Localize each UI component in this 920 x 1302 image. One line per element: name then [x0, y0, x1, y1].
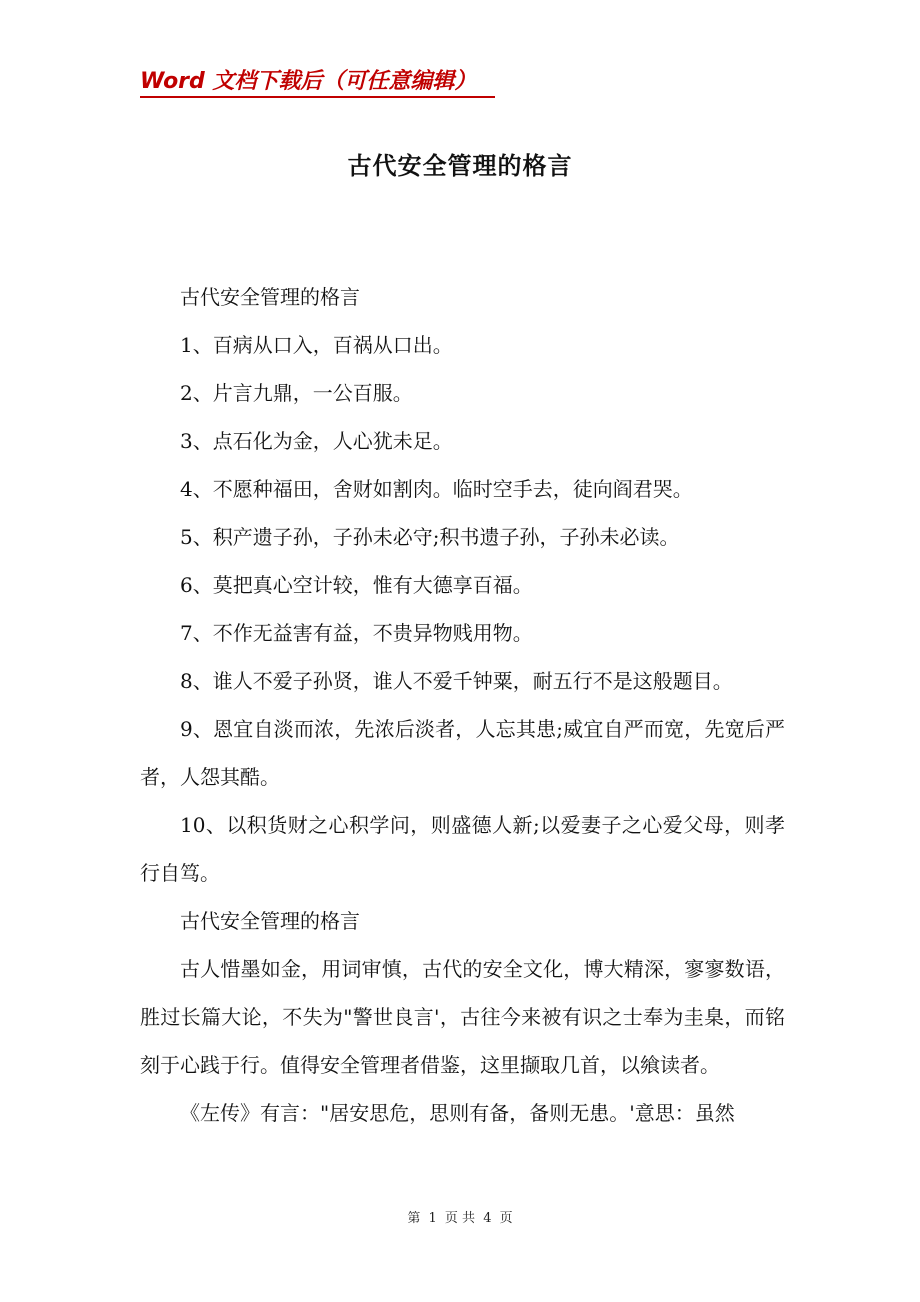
paragraph: 7、不作无益害有益，不贵异物贱用物。	[180, 621, 533, 645]
page-label-suffix: 页	[499, 1211, 513, 1226]
page-footer	[0, 1207, 920, 1226]
paragraph: 《左传》有言："居安思危，思则有备，备则无患。'意思：虽然	[180, 1101, 735, 1125]
paragraph: 10、以积货财之心积学问，则盛德人新;以爱妻子之心爱父母，则孝行自笃。	[140, 813, 785, 885]
paragraph: 3、点石化为金，人心犹未足。	[180, 429, 453, 453]
document-title: 古代安全管理的格言	[347, 151, 573, 180]
paragraph: 1、百病从口入，百祸从口出。	[180, 333, 453, 357]
paragraph: 2、片言九鼎，一公百服。	[180, 381, 413, 405]
page-current: 1	[428, 1211, 437, 1226]
paragraph: 5、积产遗子孙，子孙未必守;积书遗子孙，子孙未必读。	[180, 525, 680, 549]
paragraph: 古代安全管理的格言	[180, 909, 360, 933]
page-total: 4	[483, 1211, 492, 1226]
download-banner-text: Word 文档下载后（可任意编辑）	[140, 69, 477, 94]
paragraph: 古代安全管理的格言	[180, 285, 360, 309]
paragraph: 9、恩宜自淡而浓，先浓后淡者，人忘其患;威宜自严而宽，先宽后严者，人怨其酷。	[140, 717, 785, 789]
page-label-mid: 页 共	[444, 1211, 476, 1226]
paragraph: 6、莫把真心空计较，惟有大德享百福。	[180, 573, 533, 597]
paragraph: 8、谁人不爱子孙贤，谁人不爱千钟粟，耐五行不是这般题目。	[180, 669, 733, 693]
paragraph: 4、不愿种福田，舍财如割肉。临时空手去，徒向阎君哭。	[180, 477, 693, 501]
paragraph: 古人惜墨如金，用词审慎，古代的安全文化，博大精深，寥寥数语，胜过长篇大论，不失为"警世良言'，古往今来被有识之士奉为圭臬，而铭刻于心践于行。值得安全管理者借鉴，这里撷取几首，以飨读者。	[140, 957, 785, 1077]
page-label-prefix: 第	[407, 1211, 421, 1226]
download-banner	[140, 62, 495, 98]
document-body	[140, 273, 785, 1137]
